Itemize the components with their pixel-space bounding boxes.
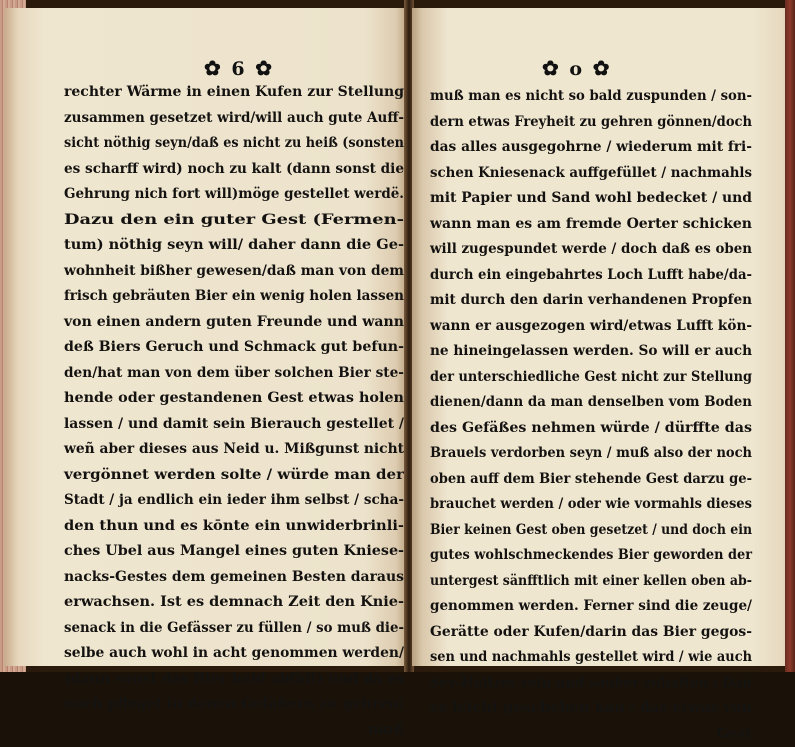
right-page-number: o bbox=[569, 58, 584, 80]
text-line: Gehrung nich fort will)möge gestellet werdë. bbox=[64, 182, 404, 208]
text-line: von einen andern guten Freunde und wann bbox=[64, 310, 404, 336]
text-line: ne hineingelassen werden. So will er auch bbox=[430, 339, 752, 365]
flower-ornament-icon: ✿ bbox=[204, 56, 223, 80]
text-line: selbe auch wohl in acht genommen werden/ bbox=[64, 641, 404, 667]
text-line: wann man es am fremde Oerter schicken bbox=[430, 212, 752, 238]
text-line: lassen / und damit sein Bierauch gestellet / bbox=[64, 412, 404, 438]
text-line: das alles ausgegohrne / wiederum mit fri- bbox=[430, 135, 752, 161]
text-line: Gerätte oder Kufen/darin das Bier gegos- bbox=[430, 620, 752, 646]
left-page-header bbox=[204, 56, 274, 80]
text-line: schen Kniesenack auffgefüllet / nachmahls bbox=[430, 161, 752, 187]
right-page-text bbox=[430, 84, 792, 747]
catchword: Gest bbox=[430, 722, 752, 747]
text-line: frisch gebräuten Bier ein wenig holen lassen bbox=[64, 284, 404, 310]
catchword: muß bbox=[64, 718, 404, 744]
text-line: sicht nöthig seyn/daß es nicht zu heiß (sonsten bbox=[64, 131, 404, 157]
text-line: senack in die Gefässer zu füllen / so muß die- bbox=[64, 616, 404, 642]
text-line: des Gefäßes nehmen würde / dürffte das bbox=[430, 416, 752, 442]
text-line: wann er ausgezogen wird/etwas Lufft kön- bbox=[430, 314, 752, 340]
text-line: untergest sänfftlich mit einer kellen oben ab- bbox=[430, 569, 752, 595]
text-line: zusammen gesetzet wird/will auch gute Auff- bbox=[64, 106, 404, 132]
left-page-number: 6 bbox=[231, 58, 246, 80]
flower-ornament-icon: ✿ bbox=[542, 56, 561, 80]
text-line: hende oder gestandenen Gest etwas holen bbox=[64, 386, 404, 412]
text-line: tum) nöthig seyn will/ daher dann die Ge- bbox=[64, 233, 404, 259]
right-page bbox=[412, 8, 792, 666]
text-line: sen und nachmahls gestellet wird / wie auch bbox=[430, 645, 752, 671]
text-line: rechter Wärme in einen Kufen zur Stellung bbox=[64, 80, 404, 106]
text-line: dern etwas Freyheit zu gehren gönnen/doch bbox=[430, 110, 752, 136]
text-line: will zugespundet werde / doch daß es oben bbox=[430, 237, 752, 263]
text-line: den thun und es kōnte ein unwiderbrinli- bbox=[64, 514, 404, 540]
text-line: brauchet werden / oder wie vormahls dieses bbox=[430, 492, 752, 518]
text-line: Bier keinen Gest oben gesetzet / und doch ein bbox=[430, 518, 752, 544]
text-line: wohnheit bißher gewesen/daß man von dem bbox=[64, 259, 404, 285]
text-line: den/hat man von dem über solchen Bier ste- bbox=[64, 361, 404, 387]
text-line: (dann sonst das Bier bald abfält) und da es bbox=[64, 667, 404, 693]
text-line: noch pfleget in denen Gefäßern zu gehren/ bbox=[64, 692, 404, 718]
text-line: ches Ubel aus Mangel eines guten Kniese- bbox=[64, 539, 404, 565]
text-line: mit Papier und Sand wohl bedecket / und bbox=[430, 186, 752, 212]
text-line: Sey-Höltzer rein und sauber zuhalten / Dañ bbox=[430, 671, 752, 697]
left-page bbox=[4, 8, 408, 666]
text-line: gutes wohlschmeckendes Bier geworden der bbox=[430, 543, 752, 569]
text-line: oben auff dem Bier stehende Gest darzu ge- bbox=[430, 467, 752, 493]
text-line: deß Biers Geruch und Schmack gut befun- bbox=[64, 335, 404, 361]
text-line: genommen werden. Ferner sind die zeuge/ bbox=[430, 594, 752, 620]
text-line: Brauels verdorben seyn / muß also der noch bbox=[430, 441, 752, 467]
text-line: Stadt / ja endlich ein ieder ihm selbst / scha- bbox=[64, 488, 404, 514]
flower-ornament-icon: ✿ bbox=[255, 56, 274, 80]
text-line: mit durch den darin verhandenen Propfen bbox=[430, 288, 752, 314]
text-line: erwachsen. Ist es demnach Zeit den Knie- bbox=[64, 590, 404, 616]
text-line: der unterschiedliche Gest nicht zur Stellung bbox=[430, 365, 752, 391]
text-line: durch ein eingebahrtes Loch Lufft habe/da- bbox=[430, 263, 752, 289]
flower-ornament-icon: ✿ bbox=[593, 56, 612, 80]
text-line: es leicht geschehen kan / das etwas von bbox=[430, 696, 752, 722]
text-line: weñ aber dieses aus Neid u. Mißgunst nicht bbox=[64, 437, 404, 463]
text-line: nacks-Gestes dem gemeinen Besten daraus bbox=[64, 565, 404, 591]
text-line: muß man es nicht so bald zuspunden / son- bbox=[430, 84, 752, 110]
text-line: dienen/dann da man denselben vom Boden bbox=[430, 390, 752, 416]
text-line: vergönnet werden solte / würde man der bbox=[64, 463, 404, 489]
text-line: Dazu den ein guter Gest (Fermen- bbox=[64, 208, 404, 234]
book-cover-edge-right bbox=[785, 0, 795, 672]
right-page-header bbox=[542, 56, 611, 80]
left-page-text bbox=[64, 80, 436, 743]
text-line: es scharff wird) noch zu kalt (dann sonst die bbox=[64, 157, 404, 183]
